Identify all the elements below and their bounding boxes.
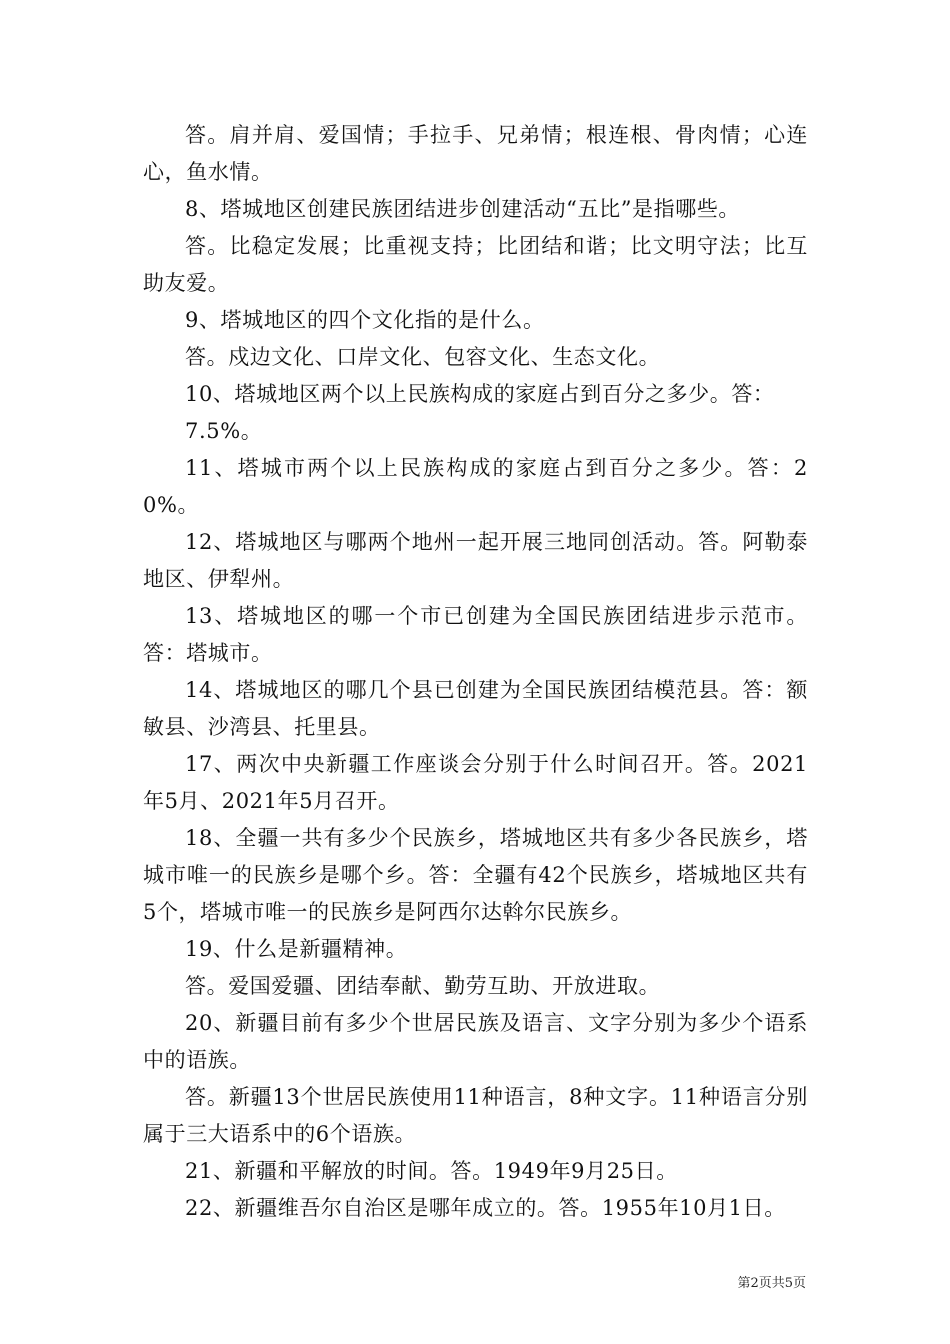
paragraph-8: 11、塔城市两个以上民族构成的家庭占到百分之多少。答：20%。 xyxy=(143,456,808,517)
paragraph-11: 14、塔城地区的哪几个县已创建为全国民族团结模范县。答：额敏县、沙湾县、托里县。 xyxy=(143,678,808,739)
paragraph-6: 10、塔城地区两个以上民族构成的家庭占到百分之多少。答： xyxy=(185,382,775,406)
paragraph-13: 18、全疆一共有多少个民族乡，塔城地区共有多少各民族乡，塔城市唯一的民族乡是哪个乡。答：全疆有42个民族乡，塔城地区共有5个，塔城市唯一的民族乡是阿西尔达斡尔民族乡。 xyxy=(143,826,808,924)
paragraph-3: 答。比稳定发展；比重视支持；比团结和谐；比文明守法；比互助友爱。 xyxy=(143,234,808,295)
paragraph-9: 12、塔城地区与哪两个地州一起开展三地同创活动。答。阿勒泰地区、伊犁州。 xyxy=(143,530,808,591)
paragraph-15: 答。爱国爱疆、团结奉献、勤劳互助、开放进取。 xyxy=(185,974,661,998)
document-body xyxy=(143,117,808,1227)
paragraph-2: 8、塔城地区创建民族团结进步创建活动“五比”是指哪些。 xyxy=(185,197,741,221)
paragraph-17: 答。新疆13个世居民族使用11种语言，8种文字。11种语言分别属于三大语系中的6个语族。 xyxy=(143,1085,808,1146)
paragraph-7: 7.5%。 xyxy=(185,419,263,443)
paragraph-5: 答。戍边文化、口岸文化、包容文化、生态文化。 xyxy=(185,345,661,369)
paragraph-1: 答。肩并肩、爱国情；手拉手、兄弟情；根连根、骨肉情；心连心，鱼水情。 xyxy=(143,123,808,184)
page-number-footer: 第2页共5页 xyxy=(737,1276,806,1291)
paragraph-10: 13、塔城地区的哪一个市已创建为全国民族团结进步示范市。答：塔城市。 xyxy=(143,604,808,665)
paragraph-12: 17、两次中央新疆工作座谈会分别于什么时间召开。答。2021年5月、2021年5月召开。 xyxy=(143,752,808,813)
paragraph-16: 20、新疆目前有多少个世居民族及语言、文字分别为多少个语系中的语族。 xyxy=(143,1011,808,1072)
paragraph-18: 21、新疆和平解放的时间。答。1949年9月25日。 xyxy=(185,1159,678,1183)
paragraph-4: 9、塔城地区的四个文化指的是什么。 xyxy=(185,308,545,332)
paragraph-19: 22、新疆维吾尔自治区是哪年成立的。答。1955年10月1日。 xyxy=(185,1196,786,1220)
paragraph-14: 19、什么是新疆精神。 xyxy=(185,937,408,961)
